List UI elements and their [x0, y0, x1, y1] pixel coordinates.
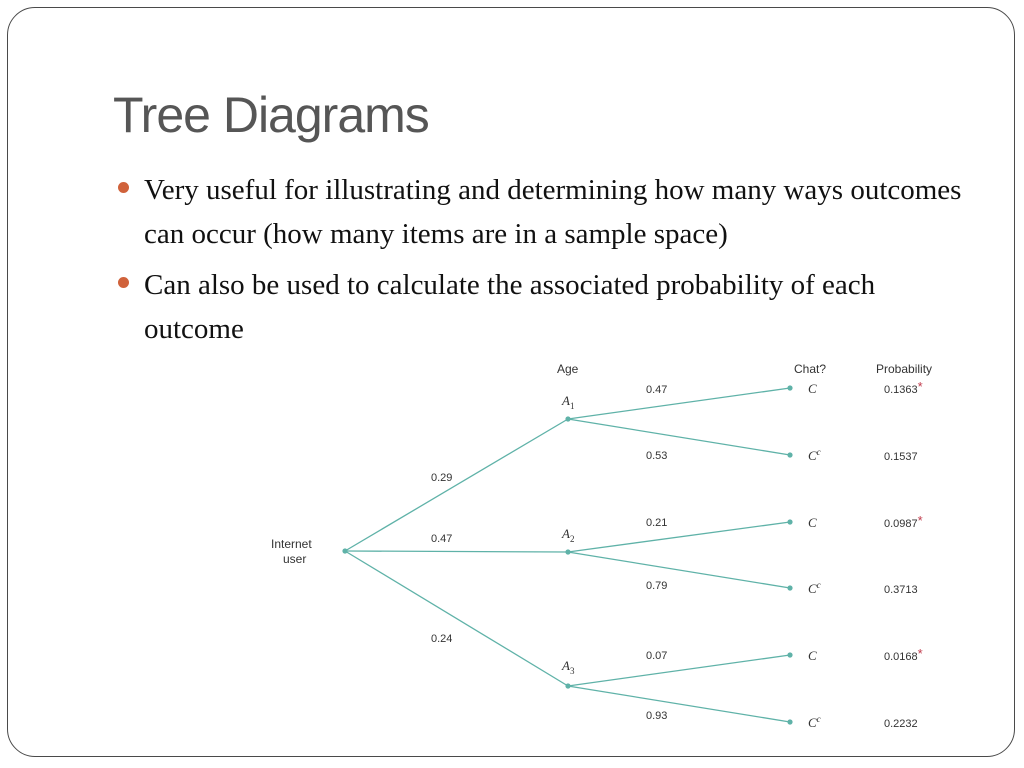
- branch-edge: [345, 419, 568, 551]
- chat-outcome-label: C: [808, 515, 817, 530]
- leaf-node-dot: [787, 519, 792, 524]
- age-node-label: $A_3$: [562, 658, 575, 676]
- leaf-edge: [568, 686, 790, 722]
- branch-probability: 0.29: [431, 472, 453, 484]
- leaf-edge: [568, 388, 790, 419]
- age-node-dot: [565, 416, 570, 421]
- bullet-text: Can also be used to calculate the associated probability of each outcome: [144, 269, 876, 345]
- leaf-probability: 0.47: [646, 384, 668, 396]
- leaf-node-dot: [787, 385, 792, 390]
- chat-outcome-label: $C^c$: [808, 714, 821, 730]
- outcome-probability: 0.3713: [884, 584, 918, 596]
- root-node-dot: [342, 548, 347, 553]
- header-probability: Probability: [876, 362, 933, 376]
- branch-edge: [345, 551, 568, 552]
- leaf-probability: 0.07: [646, 650, 668, 662]
- age-node-label: $A_2$: [562, 526, 575, 544]
- age-node-label: $A_1$: [562, 393, 575, 411]
- branch-edge: [345, 551, 568, 686]
- leaf-edge: [568, 522, 790, 552]
- age-node-dot: [565, 549, 570, 554]
- leaf-edge: [568, 419, 790, 455]
- outcome-probability: 0.1363*: [884, 379, 923, 396]
- leaf-probability: 0.93: [646, 710, 668, 722]
- leaf-node-dot: [787, 652, 792, 657]
- age-node-dot: [565, 683, 570, 688]
- leaf-edge: [568, 552, 790, 588]
- header-chat: Chat?: [794, 362, 827, 376]
- chat-outcome-label: $C^c$: [808, 447, 821, 463]
- slide-title: Tree Diagrams: [113, 87, 429, 143]
- branch-probability: 0.47: [431, 533, 453, 545]
- leaf-node-dot: [787, 452, 792, 457]
- leaf-node-dot: [787, 719, 792, 724]
- bullet-text: Very useful for illustrating and determining how many ways outcomes can occur (how many items are in a sample space): [144, 174, 962, 250]
- chat-outcome-label: C: [808, 381, 817, 396]
- chat-outcome-label: C: [808, 648, 817, 663]
- leaf-edge: [568, 655, 790, 686]
- outcome-probability: 0.1537: [884, 451, 918, 463]
- outcome-probability: 0.0987*: [884, 513, 923, 530]
- outcome-probability: 0.2232: [884, 718, 918, 730]
- leaf-probability: 0.53: [646, 450, 668, 462]
- leaf-probability: 0.79: [646, 580, 668, 592]
- leaf-probability: 0.21: [646, 517, 668, 529]
- chat-outcome-label: $C^c$: [808, 580, 821, 596]
- root-label-line1: Internet: [271, 537, 312, 551]
- outcome-probability: 0.0168*: [884, 646, 923, 663]
- root-label-line2: user: [283, 552, 307, 566]
- branch-probability: 0.24: [431, 633, 453, 645]
- leaf-node-dot: [787, 585, 792, 590]
- header-age: Age: [557, 362, 579, 376]
